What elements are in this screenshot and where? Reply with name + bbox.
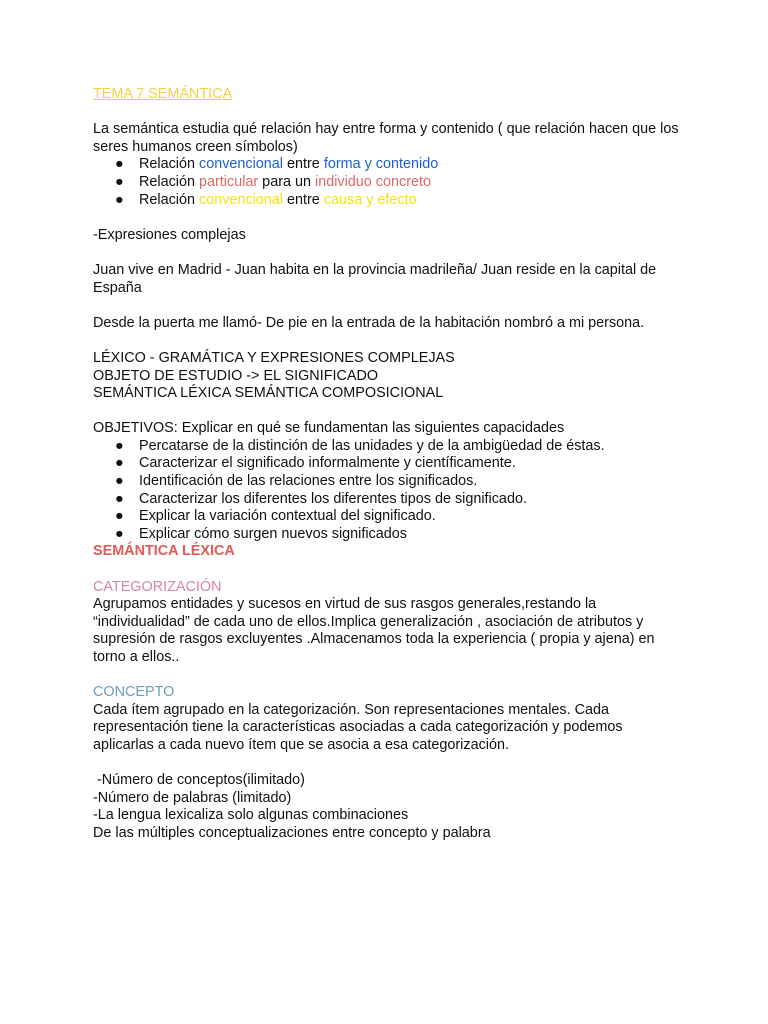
- bullet-icon: ●: [115, 455, 124, 472]
- objeto-line: OBJETO DE ESTUDIO -> EL SIGNIFICADO: [93, 367, 379, 384]
- expresiones-line: -Expresiones complejas: [93, 226, 246, 243]
- objetivo-item: ● Explicar cómo surgen nuevos significados: [115, 525, 407, 542]
- example-1: Juan vive en Madrid - Juan habita en la provincia madrileña/ Juan reside en la capital de España: [93, 261, 657, 296]
- keyword-convencional: convencional: [199, 156, 284, 173]
- intro-paragraph: La semántica estudia qué relación hay entre forma y contenido ( que relación hacen que los seres humanos creen símbolos): [93, 121, 679, 155]
- keyword-particular: particular: [199, 173, 259, 190]
- relation-item-3: ● Relación convencional entre causa y efecto: [115, 191, 417, 208]
- list-line: -La lengua lexicaliza solo algunas combinaciones: [93, 807, 409, 824]
- objetivo-item: ● Percatarse de la distinción de las unidades y de la ambigüedad de éstas.: [115, 437, 605, 454]
- concepto-paragraph: Cada ítem agrupado en la categorización. Son representaciones mentales. Cada representación tiene la características asociadas a cada categorización y podemos aplicarlas a cada nuevo ítem que se asocia a esa categorización.: [93, 701, 623, 753]
- example-2: Desde la puerta me llamó- De pie en la entrada de la habitación nombró a mi persona.: [93, 314, 645, 331]
- objetivo-item: ● Identificación de las relaciones entre los significados.: [115, 473, 478, 490]
- relation-item-2: ● Relación particular para un individuo concreto: [115, 173, 431, 190]
- list-line: -Número de palabras (limitado): [93, 789, 292, 806]
- relations-list: [93, 156, 683, 209]
- bullet-icon: ●: [115, 173, 124, 190]
- bullet-icon: ●: [115, 437, 124, 454]
- bullet-icon: ●: [115, 191, 124, 208]
- objetivo-item: ● Explicar la variación contextual del significado.: [115, 508, 436, 525]
- semantica-line: SEMÁNTICA LÉXICA SEMÁNTICA COMPOSICIONAL: [93, 385, 444, 402]
- objetivo-item: ● Caracterizar los diferentes los diferentes tipos de significado.: [115, 490, 527, 507]
- objetivos-list: [93, 438, 683, 544]
- bullet-icon: ●: [115, 473, 124, 490]
- bullet-icon: ●: [115, 490, 124, 507]
- objetivo-item: ● Caracterizar el significado informalmente y científicamente.: [115, 455, 516, 472]
- categorizacion-heading: CATEGORIZACIÓN: [93, 578, 222, 595]
- categorizacion-paragraph: Agrupamos entidades y sucesos en virtud de sus rasgos generales,restando la “individualidad” de cada uno de ellos.Implica generalización , asociación de atributos y supresión de rasgos excluyentes .Almacenamos toda la experiencia ( propia y ajena) en torno a ellos..: [93, 596, 655, 665]
- bullet-icon: ●: [115, 156, 124, 173]
- bullet-icon: ●: [115, 508, 124, 525]
- keyword-individuo: individuo concreto: [315, 173, 431, 190]
- keyword-forma-contenido: forma y contenido: [323, 156, 439, 173]
- doc-title: TEMA 7 SEMÁNTICA: [93, 86, 233, 102]
- document-content: [93, 86, 683, 843]
- objetivos-intro: OBJETIVOS: Explicar en qué se fundamentan las siguientes capacidades: [93, 420, 565, 437]
- lexico-line: LÉXICO - GRAMÁTICA Y EXPRESIONES COMPLEJAS: [93, 349, 455, 366]
- keyword-causa-efecto: causa y efecto: [323, 191, 417, 208]
- list-line: De las múltiples conceptualizaciones entre concepto y palabra: [93, 824, 491, 841]
- concepto-heading: CONCEPTO: [93, 684, 175, 701]
- bullet-icon: ●: [115, 525, 124, 542]
- keyword-convencional-2: convencional: [199, 191, 284, 208]
- list-line: -Número de conceptos(ilimitado): [93, 772, 305, 789]
- relation-item-1: ● Relación convencional entre forma y contenido: [115, 156, 439, 173]
- semantica-lexica-heading: SEMÁNTICA LÉXICA: [93, 543, 235, 560]
